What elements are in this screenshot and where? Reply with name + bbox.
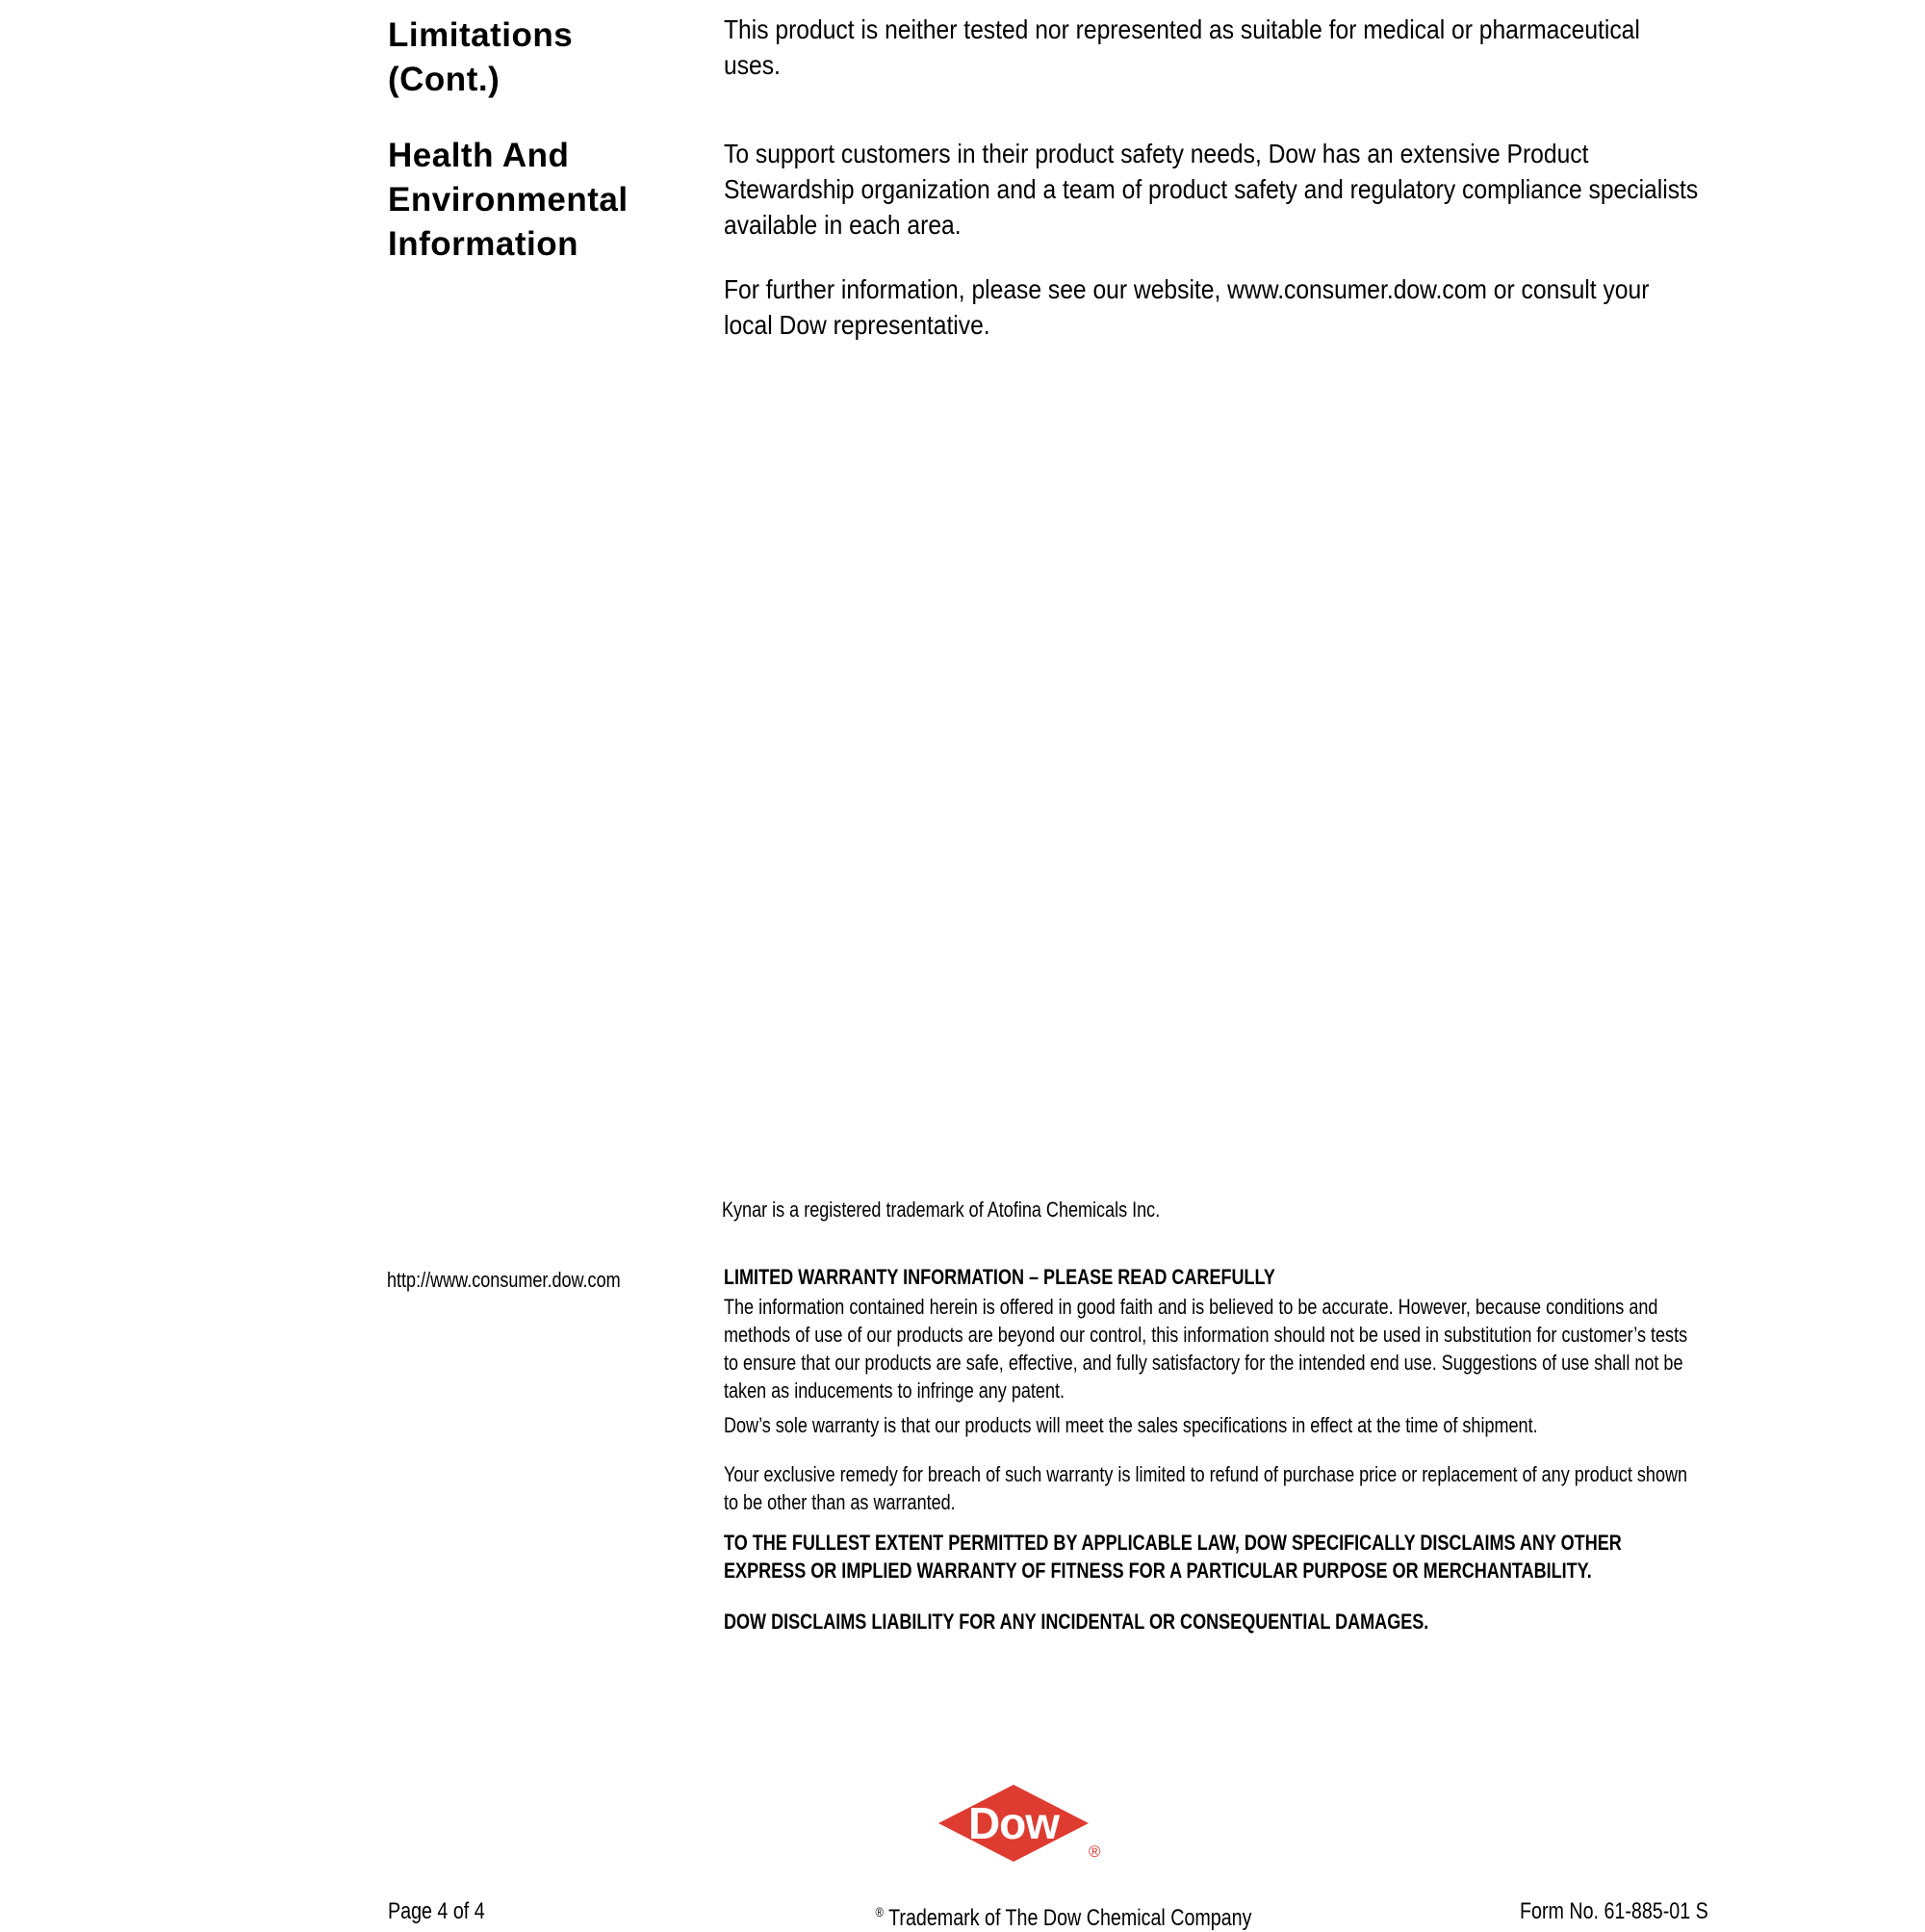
warranty-paragraph-3 — [724, 1460, 1687, 1516]
limitations-heading — [388, 13, 573, 102]
registered-symbol-icon: ® — [875, 1904, 885, 1919]
kynar-trademark-note: Kynar is a registered trademark of Atofina Chemicals Inc. — [722, 1198, 1161, 1222]
warranty-paragraph-1 — [724, 1293, 1687, 1404]
health-paragraph-2-line: local Dow representative. — [724, 310, 990, 340]
warranty-heading: LIMITED WARRANTY INFORMATION – PLEASE READ CAREFULLY — [724, 1265, 1275, 1289]
warranty-paragraph-1-line: The information contained herein is offered in good faith and is believed to be accurate. However, because conditions and — [724, 1295, 1658, 1319]
warranty-paragraph-1-line: taken as inducements to infringe any patent. — [724, 1378, 1065, 1403]
footer-trademark-text: Trademark of The Dow Chemical Company — [884, 1905, 1252, 1931]
warranty-disclaimer-1-line: TO THE FULLEST EXTENT PERMITTED BY APPLICABLE LAW, DOW SPECIFICALLY DISCLAIMS ANY OTHER — [724, 1531, 1622, 1555]
health-paragraph-1-line: Stewardship organization and a team of product safety and regulatory compliance specialists — [724, 174, 1699, 204]
health-heading-line: Health And — [388, 137, 570, 174]
footer-form-number: Form No. 61-885-01 S — [1520, 1898, 1708, 1924]
health-paragraph-2-line: For further information, please see our website, www.consumer.dow.com or consult your — [724, 274, 1650, 304]
warranty-paragraph-3-line: to be other than as warranted. — [724, 1490, 956, 1514]
health-paragraph-1-line: To support customers in their product safety needs, Dow has an extensive Product — [724, 139, 1589, 168]
footer-trademark-note — [876, 1898, 1252, 1932]
warranty-paragraph-1-line: methods of use of our products are beyond our control, this information should not be used in substitution for customer’s tests — [724, 1323, 1688, 1347]
health-heading-line: Environmental — [388, 181, 629, 219]
health-heading — [388, 134, 629, 267]
health-paragraph-1 — [724, 136, 1698, 243]
warranty-disclaimer-2-line: DOW DISCLAIMS LIABILITY FOR ANY INCIDENTAL OR CONSEQUENTIAL DAMAGES. — [724, 1610, 1429, 1634]
warranty-paragraph-2 — [724, 1411, 1538, 1439]
dow-logo-registered-icon: ® — [1089, 1842, 1101, 1861]
warranty-paragraph-1-line: to ensure that our products are safe, effective, and fully satisfactory for the intended end use. Suggestions of use shall not be — [724, 1351, 1683, 1375]
health-heading-line: Information — [388, 225, 578, 263]
warranty-disclaimer-1 — [724, 1529, 1622, 1584]
warranty-disclaimer-2 — [724, 1608, 1428, 1636]
warranty-disclaimer-1-line: EXPRESS OR IMPLIED WARRANTY OF FITNESS FOR A PARTICULAR PURPOSE OR MERCHANTABILITY. — [724, 1558, 1592, 1583]
warranty-paragraph-3-line: Your exclusive remedy for breach of such warranty is limited to refund of purchase price or replacement of any product shown — [724, 1462, 1688, 1486]
limitations-heading-line: (Cont.) — [388, 61, 500, 98]
footer-page-number: Page 4 of 4 — [388, 1898, 485, 1924]
dow-logo — [938, 1784, 1110, 1872]
limitations-body — [724, 12, 1640, 83]
consumer-website-url: http://www.consumer.dow.com — [387, 1268, 621, 1292]
limitations-body-line: uses. — [724, 50, 781, 80]
dow-logo-text: Dow — [967, 1798, 1060, 1848]
health-paragraph-2 — [724, 271, 1649, 343]
limitations-heading-line: Limitations — [388, 16, 574, 54]
health-paragraph-1-line: available in each area. — [724, 210, 962, 240]
limitations-body-line: This product is neither tested nor represented as suitable for medical or pharmaceutical — [724, 14, 1640, 44]
warranty-paragraph-2-line: Dow’s sole warranty is that our products will meet the sales specifications in effect at the time of shipment. — [724, 1413, 1538, 1437]
